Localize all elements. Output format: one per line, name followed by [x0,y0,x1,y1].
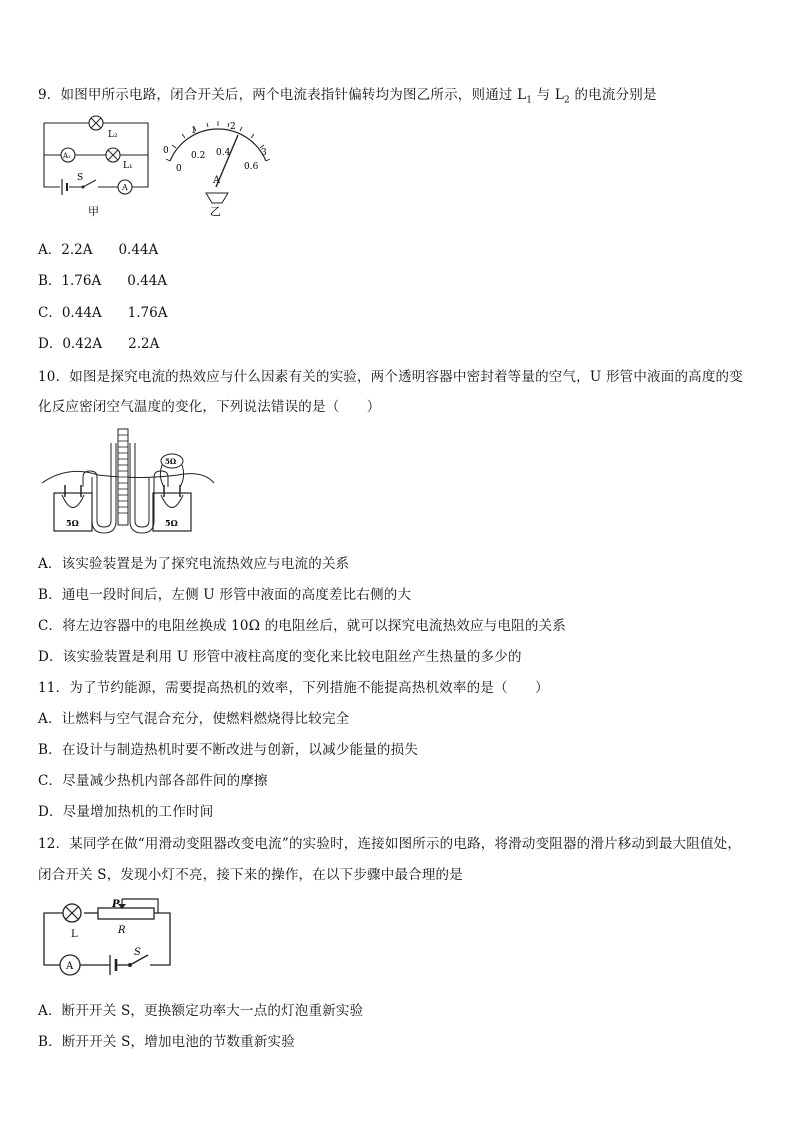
fig-yi-label: 乙 [210,205,221,218]
q12-stem-line1: 12．某同学在做“用滑动变阻器改变电流”的实验时，连接如图所示的电路，将滑动变阻器的滑片移动到最大阻值处， [38,836,742,852]
label-s: S [77,173,84,183]
q12-option-a[interactable]: A．断开开关 S，更换额定功率大一点的灯泡重新实验 [38,1003,364,1019]
lamp-l2-icon [89,116,103,130]
q9-meter-figure [158,115,278,220]
battery-icon [110,955,128,975]
label-p: P [112,899,120,910]
top-resistor-label: 5Ω [165,457,177,466]
fig-jia-label: 甲 [88,205,99,218]
label-l: L [71,929,78,940]
scale-bottom-2: 0.4 [216,148,231,158]
q9-stem: 9．如图甲所示电路，闭合开关后，两个电流表指针偏转均为图乙所示，则通过 $L_1$ 与 $L_2$ 的电流分别是 [38,87,657,106]
q10-option-c[interactable]: C．将左边容器中的电阻丝换成 10Ω 的电阻丝后，就可以探究电流热效应与电阻的关系 [38,618,566,634]
scale-top-1: 1 [191,126,197,136]
lamp-l-icon [63,904,81,922]
q12-option-b[interactable]: B．断开开关 S，增加电池的节数重新实验 [38,1034,295,1050]
q11-option-b[interactable]: B．在设计与制造热机时要不断改进与创新，以减少能量的损失 [38,742,419,758]
label-r: R [118,925,126,936]
q10-option-d[interactable]: D．该实验装置是利用 U 形管中液柱高度的变化来比较电阻丝产生热量的多少的 [38,649,522,665]
q12-stem-line2: 闭合开关 S，发现小灯不亮，接下来的操作，在以下步骤中最合理的是 [38,867,463,883]
scale-top-0: 0 [163,146,169,156]
q11-option-d[interactable]: D．尽量增加热机的工作时间 [38,804,214,820]
label-a: A [66,961,74,972]
right-resistor-label: 5Ω [165,518,178,528]
scale-bottom-3: 0.6 [244,162,259,172]
q10-stem-line1: 10．如图是探究电流的热效应与什么因素有关的实验，两个透明容器中密封着等量的空气，U 形管中液面的高度的变 [38,369,743,385]
q12-circuit-figure [38,893,178,983]
q10-option-a[interactable]: A．该实验装置是为了探究电流热效应与电流的关系 [38,556,350,572]
q11-option-a[interactable]: A．让燃料与空气混合充分，使燃料燃烧得比较完全 [38,711,350,727]
q9-option-c[interactable]: C．0.44A 1.76A [38,305,168,321]
rheostat-icon [98,899,158,919]
label-a1: A₁ [63,152,71,160]
q9-option-d[interactable]: D．0.42A 2.2A [38,336,160,352]
label-l1: L₁ [123,161,133,171]
q10-apparatus-figure [38,425,218,540]
scale-top-2: 2 [230,122,236,132]
label-l2: L₂ [108,130,118,140]
scale-top-3: 3 [261,148,267,158]
q11-stem: 11．为了节约能源，需要提高热机的效率，下列措施不能提高热机效率的是（ ） [38,680,549,696]
scale-bottom-1: 0.2 [191,151,206,161]
q10-stem-line2: 化反应密闭空气温度的变化，下列说法错误的是（ ） [38,399,381,415]
q10-option-b[interactable]: B．通电一段时间后，左侧 U 形管中液面的高度差比右侧的大 [38,587,412,603]
battery-icon [60,179,69,195]
q11-option-c[interactable]: C．尽量减少热机内部各部件间的摩擦 [38,773,268,789]
meter-unit: A [213,175,221,186]
q9-option-a[interactable]: A．2.2A 0.44A [38,242,159,258]
q9-option-b[interactable]: B．1.76A 0.44A [38,273,168,289]
switch-s-icon [82,179,99,189]
scale-bottom-0: 0 [176,164,182,174]
label-a: A [122,183,128,192]
q9-circuit-figure [38,115,158,220]
label-s: S [134,947,141,958]
left-resistor-label: 5Ω [66,518,79,528]
lamp-l1-icon [106,148,120,162]
